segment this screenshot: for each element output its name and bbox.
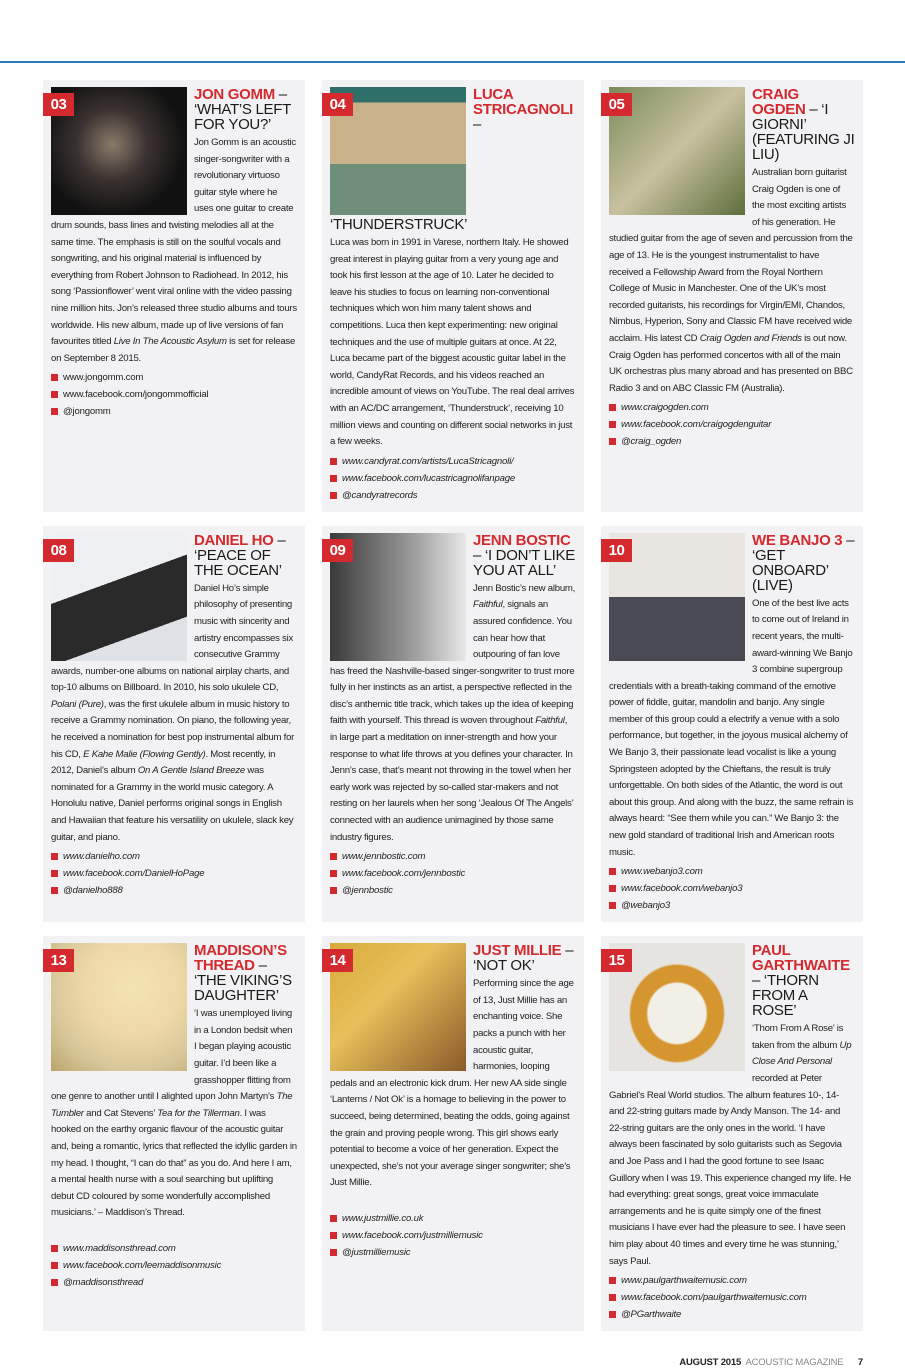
entry-links [51, 369, 297, 420]
website-link[interactable]: www.jongomm.com [51, 369, 297, 386]
body-text: Jenn Bostic’s new album, [473, 582, 576, 594]
album-title: Craig Ogden and Friends [699, 332, 802, 344]
rank-badge: 04 [322, 93, 353, 116]
facebook-link[interactable]: www.facebook.com/jennbostic [330, 865, 576, 882]
album-title: Polani (Pure) [51, 698, 104, 710]
twitter-handle[interactable]: @candyratrecords [330, 487, 576, 504]
album-cover-image [330, 943, 466, 1071]
page-footer [43, 1357, 863, 1368]
facebook-link[interactable]: www.facebook.com/jongommofficial [51, 386, 297, 403]
album-title: Faithful [535, 715, 565, 727]
song-title: – ‘I DON’T LIKE YOU AT ALL’ [473, 546, 575, 579]
album-cover-image [330, 87, 466, 215]
facebook-link[interactable]: www.facebook.com/DanielHoPage [51, 865, 297, 882]
rank-badge: 03 [43, 93, 74, 116]
bullet-square-icon [51, 374, 58, 381]
song-title: – ‘THE VIKING’S DAUGHTER’ [194, 957, 292, 1005]
magazine-name: ACOUSTIC MAGAZINE [745, 1357, 844, 1368]
bullet-square-icon [330, 870, 337, 877]
bullet-square-icon [330, 853, 337, 860]
bullet-square-icon [51, 1262, 58, 1269]
artist-name: MADDISON’S THREAD [194, 942, 287, 975]
bullet-square-icon [330, 458, 337, 465]
album-title: E Kahe Malie (Flowing Gently) [83, 748, 206, 760]
facebook-link[interactable]: www.facebook.com/craigogdenguitar [609, 416, 855, 433]
bullet-square-icon [51, 887, 58, 894]
entry-links [330, 453, 576, 504]
body-text: . Most recently, in 2012, Daniel’s album [51, 748, 276, 777]
bullet-square-icon [51, 408, 58, 415]
artist-name: PAUL GARTHWAITE [752, 942, 850, 975]
bullet-square-icon [609, 1311, 616, 1318]
album-cover-image [609, 943, 745, 1071]
bullet-square-icon [330, 475, 337, 482]
body-text: was nominated for a Grammy in the world music category. A Honolulu native, Daniel performs original songs in English and Hawaiian that feature his versatility on ukulele, slack key guitar, and piano. [51, 765, 294, 843]
twitter-handle[interactable]: @jongomm [51, 403, 297, 420]
twitter-handle[interactable]: @maddisonsthread [51, 1274, 297, 1291]
article-card [43, 80, 305, 512]
body-text: One of the best live acts to come out of Ireland in recent years, the multi-award-winning We Banjo 3 combine supergroup credentials with a breath-taking command of the emotive power of fiddle, guitar, mandolin and banjo. Any single member of this group could a electrify a venue with a solo performance, but together, in the joyous musical alchemy of We Banjo 3, their passionate lead vocalist is like a young Springsteen adopted by the Chieftans, the result is truly unforgettable. On both sides of the Atlantic, the word is out about this group. And along with the buzz, the same refrain is always heard: “See them while you can.” We Banjo 3: the new gold standard of traditional Irish and American roots music. [609, 597, 854, 858]
body-text: , signals an assured confidence. You can hear how that outpouring of fan love has freed the Nashville-based singer-songwriter to trust more fully in her instincts as an artist, a perspective reflected in the disc’s anthemic title track, which takes up the idea of keeping faith with yourself. This thread is woven throughout [330, 599, 575, 727]
rank-badge: 09 [322, 539, 353, 562]
article-card [322, 526, 584, 923]
bullet-square-icon [330, 887, 337, 894]
entry-links [609, 399, 855, 450]
artist-name: WE BANJO 3 [752, 531, 843, 549]
article-card [601, 80, 863, 512]
rank-badge: 15 [601, 949, 632, 972]
website-link[interactable]: www.justmillie.co.uk [330, 1210, 576, 1227]
bullet-square-icon [330, 492, 337, 499]
entry-links [51, 1240, 297, 1291]
article-card [322, 936, 584, 1331]
rank-badge: 10 [601, 539, 632, 562]
album-title: Live In The Acoustic Asylum [113, 336, 227, 348]
body-text: Daniel Ho’s simple philosophy of presenting music with sincerity and artistry encompasses six consecutive Grammy awards, number-one albums on national airplay charts, and top-10 albums on Billboard. In 2010, his solo ukulele CD, [51, 582, 294, 694]
bullet-square-icon [51, 1245, 58, 1252]
body-text: is out now. Craig Ogden has performed concertos with all of the main UK orchestras plus many abroad and has presented on BBC Radio 3 and on ABC Classic FM (Australia). [609, 332, 853, 394]
entry-links [609, 863, 855, 914]
twitter-handle[interactable]: @webanjo3 [609, 897, 855, 914]
body-text: is set for release on September 8 2015. [51, 336, 296, 364]
album-cover-image [51, 87, 187, 215]
song-title: – ‘THUNDERSTRUCK’ [330, 116, 482, 233]
bullet-square-icon [609, 1294, 616, 1301]
website-link[interactable]: www.webanjo3.com [609, 863, 855, 880]
twitter-handle[interactable]: @jennbostic [330, 882, 576, 899]
website-link[interactable]: www.paulgarthwaitemusic.com [609, 1272, 855, 1289]
song-title: – ‘PEACE OF THE OCEAN’ [194, 531, 286, 579]
album-title: Tea for the Tillerman [157, 1107, 240, 1119]
article-card [43, 936, 305, 1331]
song-title: – ‘THORN FROM A ROSE’ [752, 972, 819, 1020]
article-card [43, 526, 305, 923]
facebook-link[interactable]: www.facebook.com/lucastricagnolifanpage [330, 470, 576, 487]
issue-date: AUGUST 2015 [679, 1357, 742, 1368]
twitter-handle[interactable]: @PGarthwaite [609, 1306, 855, 1323]
entry-links [51, 848, 297, 899]
artist-name: LUCA STRICAGNOLI [473, 86, 574, 118]
body-text: Performing since the age of 13, Just Millie has an enchanting voice. She packs a punch with her acoustic guitar, harmonies, looping pedals and an electronic kick drum. Her new AA side single ‘Lanterns / Not Ok’ is a homage to believing in the power to succeed, being determined, beating the odds, going against the grain and proving people wrong. This girl shows early potential to become a voice of her generation. Expect the unexpected, she’s not your average singer songwriter; she’s Just Millie. [330, 978, 574, 1189]
article-card [601, 936, 863, 1331]
facebook-link[interactable]: www.facebook.com/paulgarthwaitemusic.com [609, 1289, 855, 1306]
bullet-square-icon [51, 870, 58, 877]
song-title: – ‘GET ONBOARD’ (LIVE) [752, 531, 855, 594]
bullet-square-icon [609, 868, 616, 875]
artist-name: JENN BOSTIC [473, 531, 571, 549]
body-text: , was the first ukulele album in music history to receive a Grammy nomination. On piano, the following year, he received a nomination for best pop instrumental album for his CD, [51, 698, 295, 760]
header-rule [0, 61, 905, 63]
bullet-square-icon [609, 438, 616, 445]
artist-name: JUST MILLIE [473, 942, 562, 960]
article-card [601, 526, 863, 923]
bullet-square-icon [330, 1249, 337, 1256]
rank-badge: 14 [322, 949, 353, 972]
entry-links [330, 848, 576, 899]
song-title: – ‘I GIORNI’ (FEATURING JI LIU) [752, 101, 855, 163]
body-text: Luca was born in 1991 in Varese, northern Italy. He showed great interest in playing guitar from a very young age and took his first lesson at the age of 10. Later he decided to leave his studies to focus on learning non-conventional techniques which won him many talent shows and competitions. Luca then kept experimenting: new original techniques and the use of multiple guitars at once. At 22, Luca became part of the biggest acoustic guitar label in the world, CandyRat Records, and his videos reached an incredible amount of views on YouTube. The real deal arrives with an AC/DC arrangement, ‘Thunderstruck’, receiving 10 million views and counting on different social networks in just a few weeks. [330, 237, 575, 448]
album-cover-image [609, 533, 745, 661]
album-title: Up Close And Personal [752, 1039, 852, 1068]
twitter-handle[interactable]: @craig_ogden [609, 433, 855, 450]
rank-badge: 13 [43, 949, 74, 972]
body-text: ‘Thorn From A Rose’ is taken from the album [752, 1023, 844, 1051]
bullet-square-icon [609, 421, 616, 428]
album-cover-image [51, 533, 187, 661]
body-text: and Cat Stevens’ [83, 1107, 158, 1119]
bullet-square-icon [609, 1277, 616, 1284]
artist-name: CRAIG OGDEN [752, 86, 806, 118]
bullet-square-icon [609, 404, 616, 411]
song-title: – ‘WHAT’S LEFT FOR YOU?’ [194, 86, 291, 133]
bullet-square-icon [330, 1215, 337, 1222]
article-card [322, 80, 584, 512]
album-title: Faithful [473, 599, 503, 611]
website-link[interactable]: www.danielho.com [51, 848, 297, 865]
body-text: ‘I was unemployed living in a London bedsit when I began playing acoustic guitar. I’d been like a grasshopper flitting from one genre to another until I alighted upon John Martyn’s [51, 1008, 293, 1103]
entry-body [330, 235, 576, 451]
entry-links [330, 1210, 576, 1261]
rank-badge: 08 [43, 539, 74, 562]
artist-name: DANIEL HO [194, 531, 274, 549]
facebook-link[interactable]: www.facebook.com/leemaddisonmusic [51, 1257, 297, 1274]
body-text: , in large part a meditation on inner-strength and how your response to what life throws at you defines your character. In Jenn’s case, that’s meant not throwing in the towel when her early work was rejected by so-called star-makers and not resting on her laurels when her song ‘Jealous Of The Angels’ connected with an audience unimagined by those same industry figures. [330, 715, 574, 843]
rank-badge: 05 [601, 93, 632, 116]
bullet-square-icon [609, 902, 616, 909]
bullet-square-icon [330, 1232, 337, 1239]
facebook-link[interactable]: www.facebook.com/webanjo3 [609, 880, 855, 897]
website-link[interactable]: www.jennbostic.com [330, 848, 576, 865]
album-cover-image [330, 533, 466, 661]
body-text: Australian born guitarist Craig Ogden is one of the most exciting artists of his generation. He studied guitar from the age of seven and percussion from the age of 13. He is the youngest instrumentalist to have received a Fellowship Award from the Royal Northern College of Music in Manchester. One of the UK’s most recorded guitarists, his recordings for Virgin/EMI, Chandos, Nimbus, Hyperion, Sony and Classic FM have received wide acclaim. His latest CD [609, 167, 853, 344]
website-link[interactable]: www.candyrat.com/artists/LucaStricagnoli/ [330, 453, 576, 470]
artist-name: JON GOMM [194, 86, 275, 103]
twitter-handle[interactable]: @danielho888 [51, 882, 297, 899]
body-text: . I was hooked on the earthy organic flavour of the acoustic guitar and, being a romantic, lyrics that reflected the idyllic garden in my head. I thought, “I can do that” as you do. And here I am, a mental health nurse with a soul searching but uplifting debut CD coloured by some wonderfully accomplished musicians.’ – Maddison’s Thread. [51, 1107, 297, 1219]
article-grid [43, 80, 863, 1368]
facebook-link[interactable]: www.facebook.com/justmilliemusic [330, 1227, 576, 1244]
body-text: recorded at Peter Gabriel’s Real World studios. The album features 10-, 14- and 22-string guitars made by Andy Manson. The 14- and 22-string guitars are the only ones in the world. ‘I have always been fascinated by solo guitarists such as Segovia and Joe Pass and I had the good fortune to see Isaac Guillory when I was 19. This experience changed my life. He had everything: great songs, great voice immaculate arrangements and he is quite simply one of the finest musicians I have ever had the pleasure to see. I have seen him play about 40 times and every time he was stunning,’ says Paul. [609, 1073, 852, 1267]
album-title: On A Gentle Island Breeze [137, 765, 246, 777]
bullet-square-icon [51, 391, 58, 398]
album-cover-image [609, 87, 745, 215]
website-link[interactable]: www.craigogden.com [609, 399, 855, 416]
song-title: – ‘NOT OK’ [473, 942, 574, 975]
album-title: The Tumbler [51, 1091, 293, 1119]
twitter-handle[interactable]: @justmilliemusic [330, 1244, 576, 1261]
bullet-square-icon [51, 853, 58, 860]
album-cover-image [51, 943, 187, 1071]
page-number: 7 [857, 1357, 863, 1368]
bullet-square-icon [609, 885, 616, 892]
body-text: Jon Gomm is an acoustic singer-songwriter with a revolutionary virtuoso guitar style where he uses one guitar to create drum sounds, bass lines and twisting melodies all at the same time. The emphasis is still on the soulful vocals and songwriting, and his original material is influenced by everything from Robert Johnson to Radiohead. In 2012, his song ‘Passionflower’ went viral online with the video passing nine million hits. Jon’s released three studio albums and tours worldwide. His new album, made up of live versions of fan favourites titled [51, 137, 297, 348]
website-link[interactable]: www.maddisonsthread.com [51, 1240, 297, 1257]
